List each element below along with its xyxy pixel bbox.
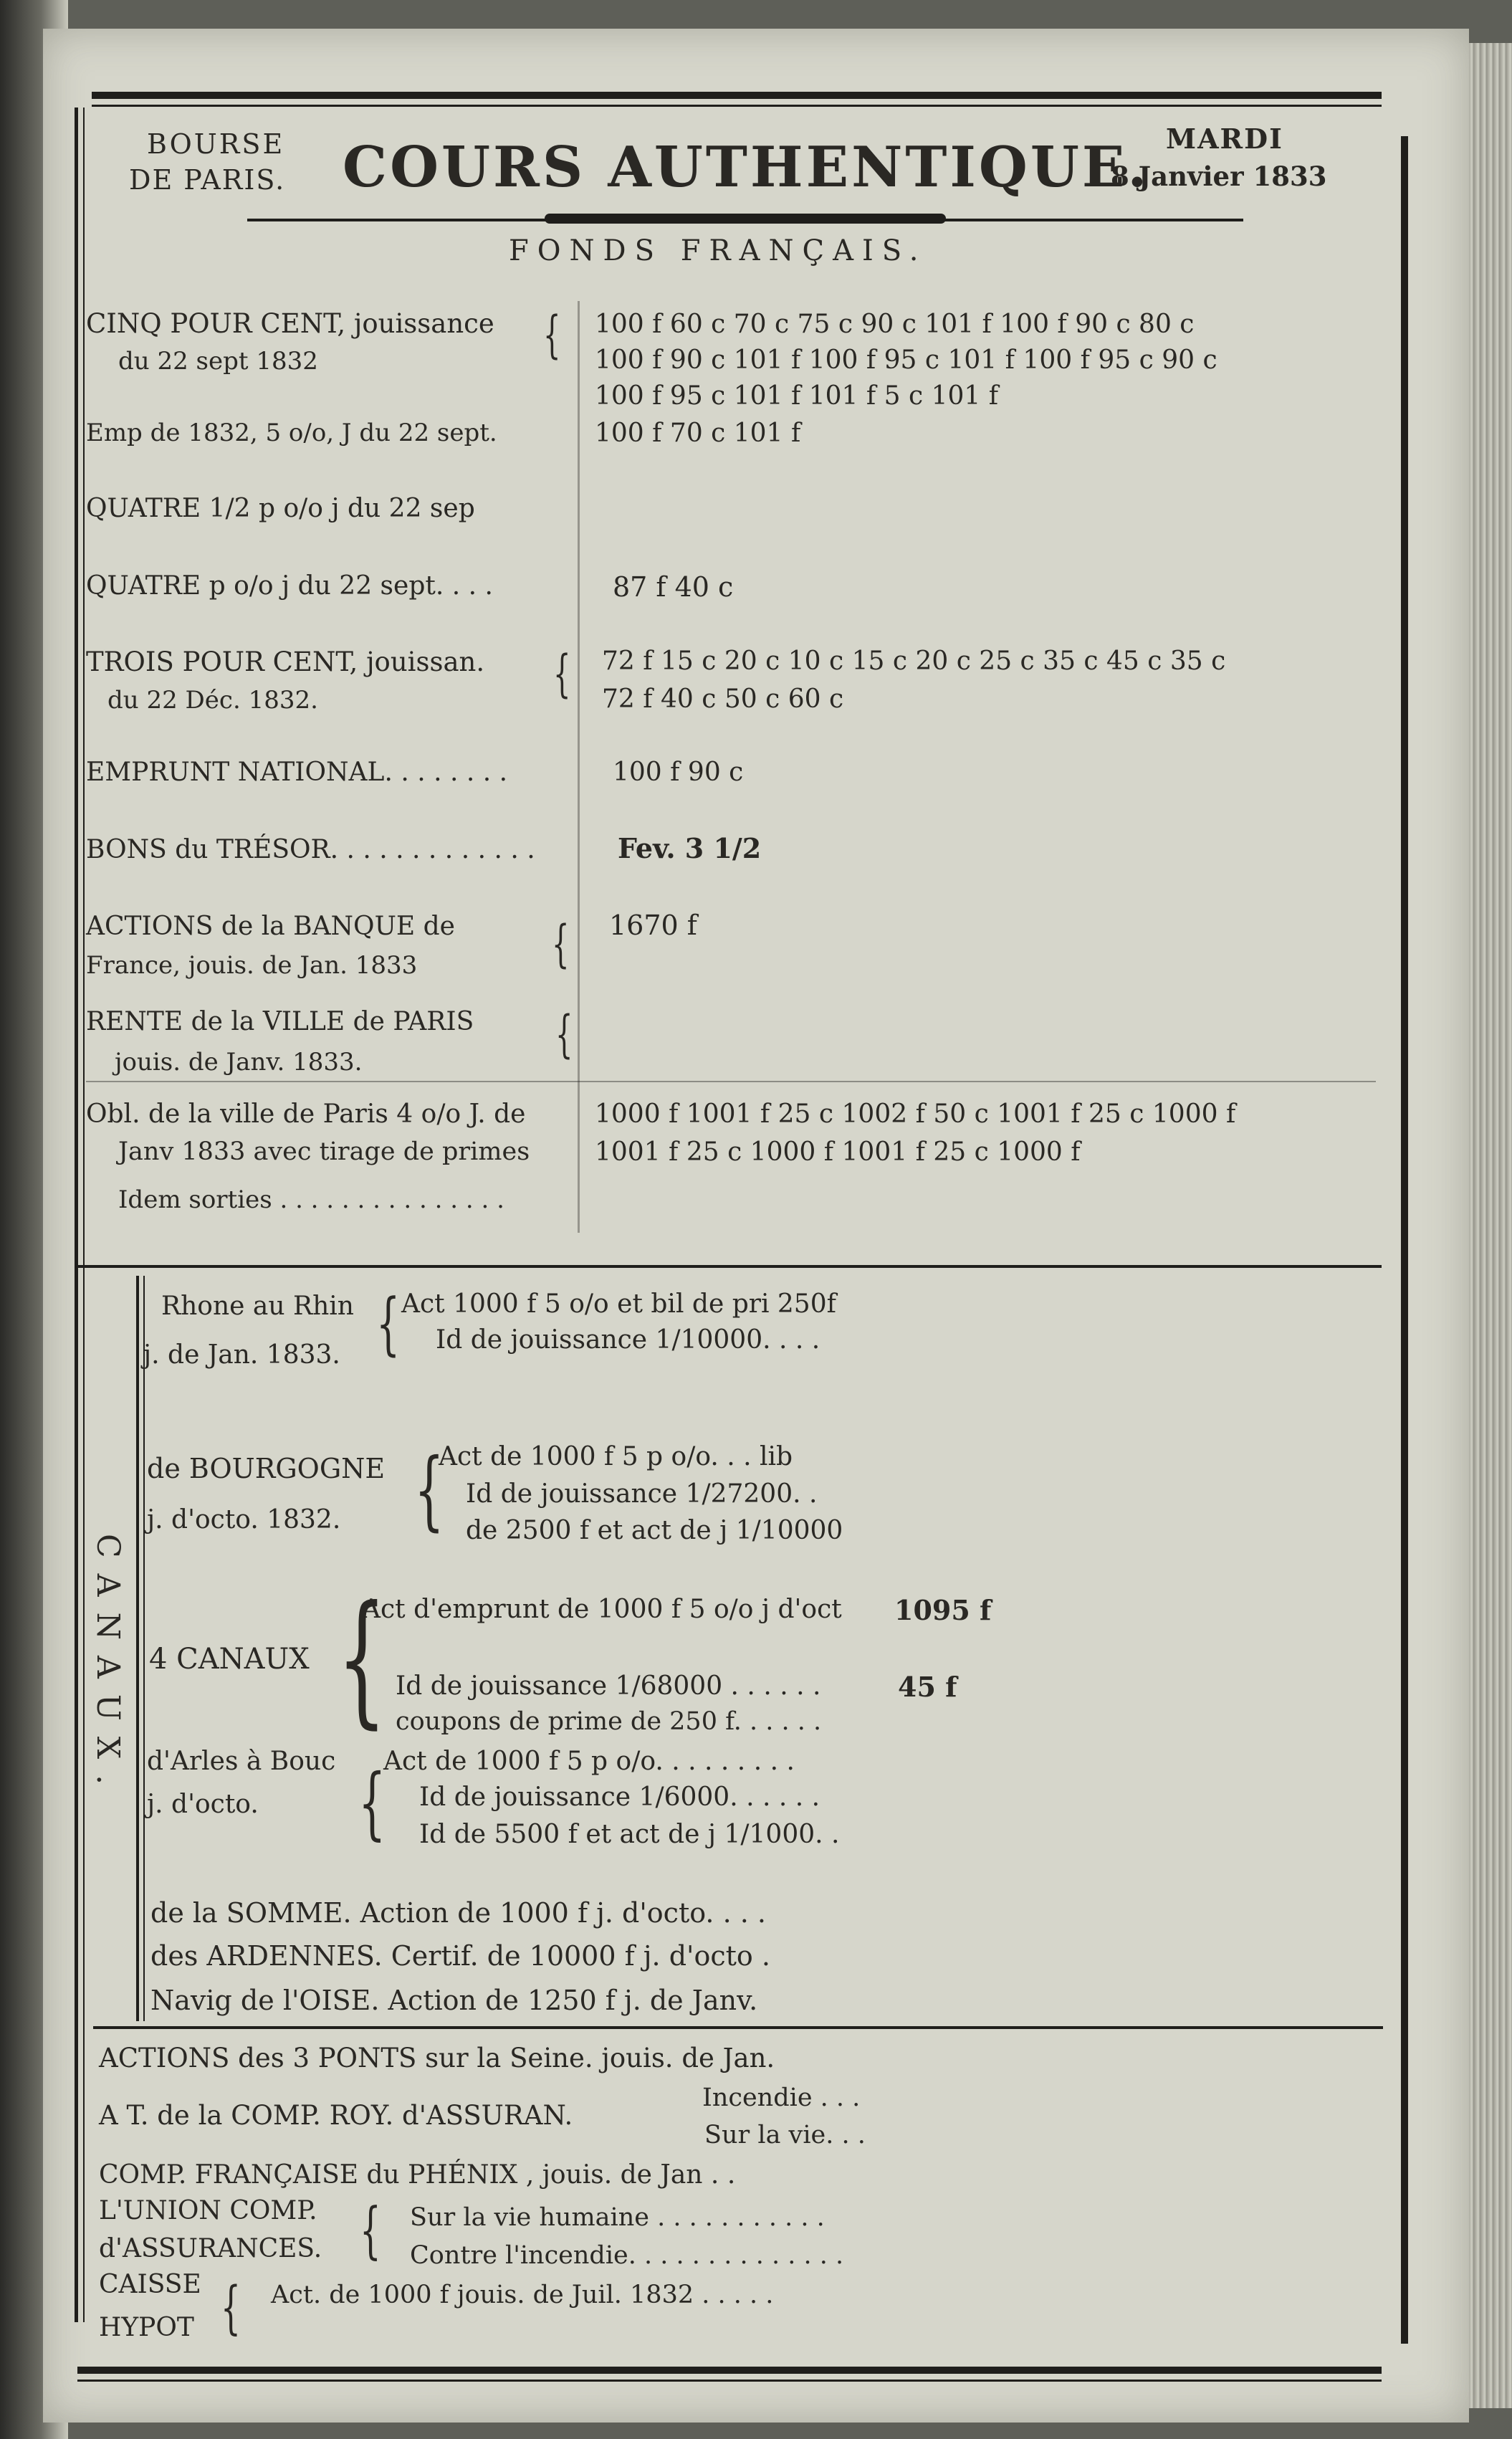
row-sub-item: Sur la vie. . . [704, 2121, 866, 2149]
row-label: L'UNION COMP. [99, 2196, 317, 2225]
row-label: ACTIONS de la BANQUE de [86, 912, 455, 941]
brace-glyph: { [337, 1575, 387, 1742]
price-line: 100 f 95 c 101 f 101 f 5 c 101 f [595, 381, 999, 411]
row-sub-item: Contre l'incendie. . . . . . . . . . . . . . [410, 2241, 844, 2270]
canal-name: d'Arles à Bouc [147, 1747, 336, 1776]
bottom-section-rule [93, 2026, 1383, 2029]
row-label: France, jouis. de Jan. 1833 [86, 951, 418, 980]
canal-name: j. d'octo. 1832. [147, 1505, 341, 1534]
left-frame-rule [75, 108, 78, 2322]
top-thin-rule [92, 105, 1382, 107]
row-sub-item: Sur la vie humaine . . . . . . . . . . . [410, 2203, 825, 2232]
section-heading-fonds-francais: FONDS FRANÇAIS. [509, 234, 927, 267]
canaux-inner-rule-2 [143, 1276, 145, 2021]
row-label: TROIS POUR CENT, jouissan. [86, 646, 485, 677]
price-line: 100 f 70 c 101 f [595, 419, 801, 448]
row-label: du 22 Déc. 1832. [107, 686, 318, 715]
brace-glyph: { [414, 1441, 444, 1540]
canaux-top-rule [77, 1265, 1382, 1268]
bottom-thin-rule [77, 2380, 1382, 2382]
right-frame-rule [1401, 136, 1408, 2344]
canal-item: Act 1000 f 5 o/o et bil de pri 250f [401, 1289, 836, 1319]
header-left-line1: BOURSE [147, 128, 285, 160]
canal-price: 1095 f [894, 1594, 992, 1626]
header-date: 8 Janvier 1833 [1111, 161, 1327, 192]
brace-glyph: { [555, 1005, 573, 1064]
row-label: QUATRE 1/2 p o/o j du 22 sep [86, 494, 475, 523]
price-line: 1001 f 25 c 1000 f 1001 f 25 c 1000 f [595, 1137, 1081, 1167]
row-label: CINQ POUR CENT, jouissance [86, 308, 494, 339]
canal-name: de BOURGOGNE [147, 1453, 386, 1484]
canal-item: Act de 1000 f 5 p o/o. . . lib [439, 1442, 793, 1471]
brace-glyph: { [221, 2274, 241, 2341]
row-label: Janv 1833 avec tirage de primes [118, 1137, 530, 1166]
canaux-side-label: CANAUX. [90, 1534, 126, 1801]
canal-name: j. d'octo. [147, 1790, 259, 1819]
row-label: d'ASSURANCES. [99, 2234, 322, 2263]
canal-item: coupons de prime de 250 f. . . . . . [396, 1707, 822, 1736]
canal-item: Id de jouissance 1/68000 . . . . . . [396, 1671, 821, 1701]
canal-name: Rhone au Rhin [161, 1292, 354, 1321]
row-label: RENTE de la VILLE de PARIS [86, 1007, 474, 1036]
brace-glyph: { [358, 1757, 386, 1848]
row-label: Obl. de la ville de Paris 4 o/o J. de [86, 1099, 526, 1129]
bottom-rule [77, 2367, 1382, 2374]
canal-name: j. de Jan. 1833. [143, 1340, 340, 1370]
canal-price: 45 f [898, 1671, 957, 1703]
canal-item: Act d'emprunt de 1000 f 5 o/o j d'oct [362, 1595, 842, 1624]
canal-item: Id de jouissance 1/27200. . [466, 1479, 818, 1509]
phenix-row: COMP. FRANÇAISE du PHÉNIX , jouis. de Jan . . [99, 2160, 736, 2190]
price-line: Fev. 3 1/2 [618, 832, 762, 864]
canal-item: Id de jouissance 1/6000. . . . . . [419, 1782, 820, 1812]
brace-glyph: { [376, 1284, 401, 1363]
price-line: 72 f 15 c 20 c 10 c 15 c 20 c 25 c 35 c 45 c 35 c [602, 646, 1226, 676]
brace-glyph: { [553, 644, 571, 703]
price-line: 72 f 40 c 50 c 60 c [602, 684, 844, 714]
row-sub-item: Incendie . . . [702, 2084, 861, 2112]
canal-item: Id de 5500 f et act de j 1/1000. . [419, 1820, 840, 1849]
row-label: QUATRE p o/o j du 22 sept. . . . [86, 571, 493, 601]
brace-glyph: { [543, 305, 561, 364]
page-title: COURS AUTHENTIQUE. [343, 135, 1150, 200]
canal-oise: Navig de l'OISE. Action de 1250 f j. de Janv. [150, 1985, 758, 2016]
brace-glyph: { [552, 915, 570, 973]
price-line: 100 f 60 c 70 c 75 c 90 c 101 f 100 f 90 c 80 c [595, 310, 1195, 339]
header-left-line2: DE PARIS. [129, 164, 286, 196]
row-sub-item: Act. de 1000 f jouis. de Juil. 1832 . . . . . [271, 2281, 774, 2309]
row-label: Idem sorties . . . . . . . . . . . . . . . [118, 1185, 504, 1214]
price-line: 100 f 90 c 101 f 100 f 95 c 101 f 100 f 95 c 90 c [595, 345, 1217, 375]
header-day: MARDI [1166, 123, 1283, 155]
canaux-inner-rule [136, 1276, 139, 2021]
canal-somme: de la SOMME. Action de 1000 f j. d'octo. . . . [150, 1897, 766, 1929]
row-label: HYPOT [99, 2313, 194, 2342]
price-line: 87 f 40 c [613, 571, 734, 603]
price-line: 1670 f [609, 910, 697, 941]
column-divider-rule [578, 301, 580, 1233]
row-label: jouis. de Janv. 1833. [115, 1048, 363, 1077]
top-double-rule [92, 92, 1382, 99]
brace-glyph: { [360, 2195, 381, 2266]
price-line: 1000 f 1001 f 25 c 1002 f 50 c 1001 f 25 c 1000 f [595, 1099, 1236, 1129]
canal-item: de 2500 f et act de j 1/10000 [466, 1516, 843, 1545]
row-label: A T. de la COMP. ROY. d'ASSURAN. [99, 2100, 573, 2131]
row-label: Emp de 1832, 5 o/o, J du 22 sept. [86, 419, 497, 447]
ponts-row: ACTIONS des 3 PONTS sur la Seine. jouis. de Jan. [99, 2043, 775, 2073]
row-separator-rule [86, 1081, 1376, 1082]
row-label: EMPRUNT NATIONAL. . . . . . . . [86, 758, 508, 787]
row-label: BONS du TRÉSOR. . . . . . . . . . . . . [86, 835, 535, 864]
canal-name: 4 CANAUX [149, 1643, 310, 1676]
price-line: 100 f 90 c [613, 758, 744, 787]
row-label: CAISSE [99, 2270, 201, 2299]
canal-ardennes: des ARDENNES. Certif. de 10000 f j. d'octo . [150, 1940, 770, 1972]
left-frame-rule-inner [83, 108, 85, 2322]
row-label: du 22 sept 1832 [118, 347, 318, 376]
title-ornament-center [545, 214, 946, 224]
canal-item: Id de jouissance 1/10000. . . . [436, 1325, 820, 1355]
canal-item: Act de 1000 f 5 p o/o. . . . . . . . . [383, 1747, 795, 1776]
